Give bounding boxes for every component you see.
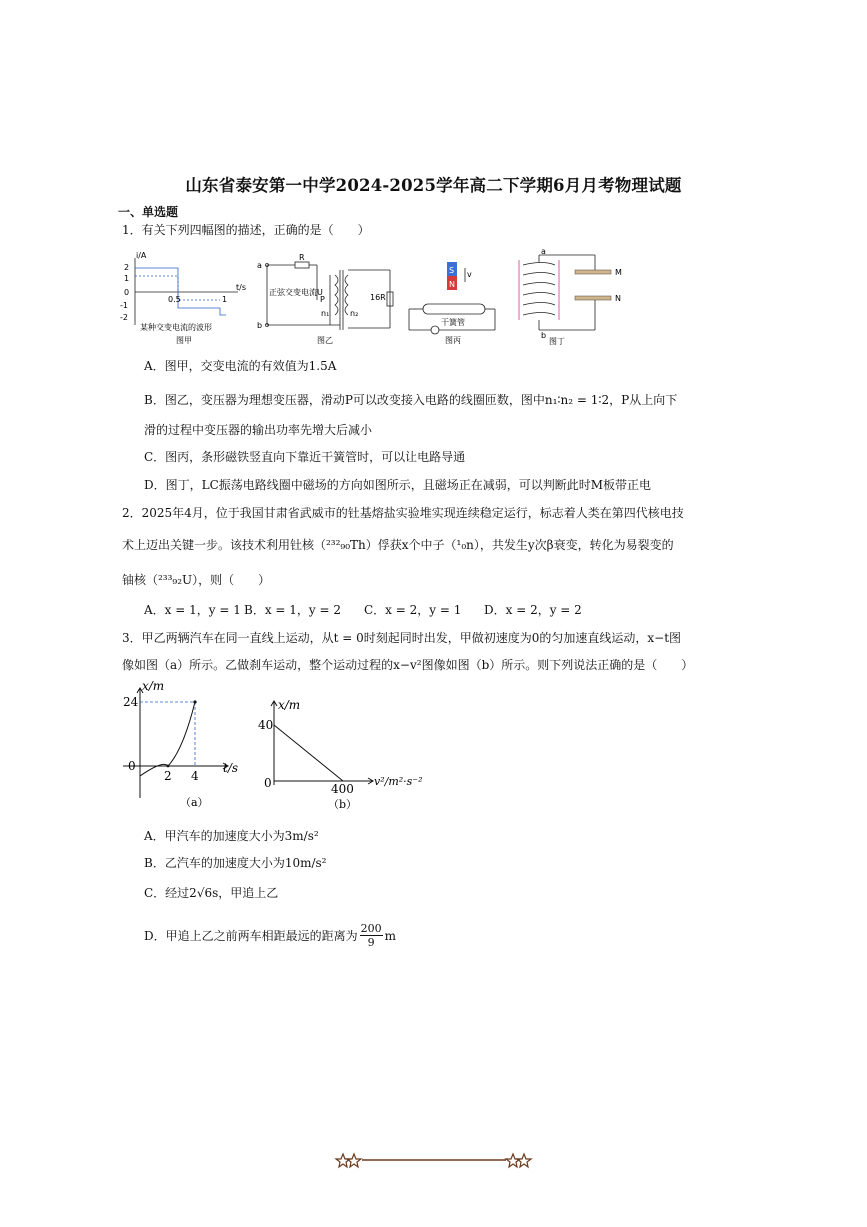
jia-note: 某种交变电流的波形 xyxy=(140,323,212,332)
q3-option-c[interactable]: C．经过2√6s，甲追上乙 xyxy=(144,886,279,900)
svg-text:2: 2 xyxy=(124,263,130,272)
q3-stem-line2: 像如图（a）所示。乙做刹车运动，整个运动过程的x−v²图像如图（b）所示。则下列说法正确的是（ ） xyxy=(122,658,694,672)
yi-caption: 图乙 xyxy=(317,336,333,345)
q1-option-b[interactable]: B．图乙，变压器为理想变压器，滑动P可以改变接入电路的线圈匝数，图中n₁∶n₂ = 1∶2，P从上向下 xyxy=(144,393,678,407)
section-heading: 一、单选题 xyxy=(118,205,179,219)
b-ylabel: x/m xyxy=(278,698,301,712)
svg-text:干簧管: 干簧管 xyxy=(441,318,465,327)
q1-figure-ding xyxy=(505,247,625,346)
page-title: 山东省泰安第一中学2024-2025学年高二下学期6月月考物理试题 xyxy=(185,176,682,195)
q1-figure-bing xyxy=(405,250,500,345)
jia-ylabel: i/A xyxy=(136,251,147,260)
q2-stem-line3: 铀核（²³³₉₂U），则（ ） xyxy=(122,573,271,587)
q1-option-a[interactable]: A．图甲，交变电流的有效值为1.5A xyxy=(144,359,337,373)
q2-option-c[interactable]: C．x = 2，y = 1 xyxy=(364,603,462,617)
svg-text:-2: -2 xyxy=(120,313,128,322)
svg-text:0: 0 xyxy=(264,776,272,790)
svg-text:S: S xyxy=(449,266,455,275)
svg-text:0: 0 xyxy=(124,288,130,297)
fraction-denominator: 9 xyxy=(367,936,375,949)
svg-text:a: a xyxy=(541,247,546,256)
svg-text:n₂: n₂ xyxy=(350,309,359,318)
q3-option-d-text: D．甲追上乙之前两车相距最远的距离为 xyxy=(144,928,358,943)
svg-text:0: 0 xyxy=(128,759,136,773)
svg-text:N: N xyxy=(615,294,621,303)
q1-option-b-cont: 滑的过程中变压器的输出功率先增大后减小 xyxy=(144,423,373,437)
q3-option-b[interactable]: B．乙汽车的加速度大小为10m/s² xyxy=(144,856,327,870)
svg-text:R: R xyxy=(299,253,305,262)
svg-text:400: 400 xyxy=(331,782,354,796)
svg-text:v: v xyxy=(467,270,472,279)
svg-text:24: 24 xyxy=(123,695,139,709)
b-xlabel: v²/m²·s⁻² xyxy=(374,775,423,788)
svg-text:t/s: t/s xyxy=(236,283,246,292)
svg-text:2: 2 xyxy=(164,769,172,783)
q2-option-d[interactable]: D．x = 2，y = 2 xyxy=(484,603,582,617)
ding-caption: 图丁 xyxy=(549,337,565,346)
svg-text:M: M xyxy=(615,268,622,277)
svg-text:N: N xyxy=(449,280,455,289)
footer-decoration xyxy=(0,1150,867,1170)
q2-stem-line1: 2．2025年4月，位于我国甘肃省武威市的钍基熔盐实验堆实现连续稳定运行，标志着人类在第四代核电技 xyxy=(122,506,684,520)
a-caption: （a） xyxy=(180,796,209,809)
q2-option-b[interactable]: B．x = 1，y = 2 xyxy=(244,603,342,617)
q1-figure-yi xyxy=(255,250,400,345)
svg-text:16R: 16R xyxy=(370,293,386,302)
q3-figure-a xyxy=(118,680,248,810)
q2-stem-line2: 术上迈出关键一步。该技术利用钍核（²³²₉₀Th）俘获x个中子（¹₀n），共发生y次β衰变，转化为易裂变的 xyxy=(122,538,674,552)
q3-option-d[interactable] xyxy=(144,922,396,949)
fraction-numerator: 200 xyxy=(360,922,382,935)
q3-stem-line1: 3．甲乙两辆汽车在同一直线上运动，从t = 0时刻起同时出发，甲做初速度为0的匀加速直线运动，x−t图 xyxy=(122,631,682,645)
q3-option-d-fraction xyxy=(360,922,383,949)
q3-option-d-unit: m xyxy=(384,928,397,943)
q3-option-a[interactable]: A．甲汽车的加速度大小为3m/s² xyxy=(144,829,319,843)
svg-text:b: b xyxy=(541,331,547,340)
a-ylabel: x/m xyxy=(142,679,165,693)
bing-caption: 图丙 xyxy=(445,336,461,345)
q1-stem: 1．有关下列四幅图的描述，正确的是（ ） xyxy=(122,223,370,237)
jia-caption: 图甲 xyxy=(176,336,192,345)
svg-text:1: 1 xyxy=(124,274,130,283)
q1-figure-jia xyxy=(118,250,248,345)
svg-text:b: b xyxy=(257,321,263,330)
svg-text:1: 1 xyxy=(222,295,228,304)
q1-option-d[interactable]: D．图丁，LC振荡电路线圈中磁场的方向如图所示，且磁场正在减弱，可以判断此时M板带正电 xyxy=(144,478,652,492)
q3-figure-b xyxy=(258,695,428,815)
svg-text:4: 4 xyxy=(191,769,199,783)
svg-text:P: P xyxy=(320,295,325,304)
a-xlabel: t/s xyxy=(223,761,239,775)
svg-text:40: 40 xyxy=(258,718,274,732)
b-caption: （b） xyxy=(328,798,358,811)
svg-text:n₁: n₁ xyxy=(321,309,330,318)
svg-text:a: a xyxy=(257,261,262,270)
q1-option-c[interactable]: C．图丙，条形磁铁竖直向下靠近干簧管时，可以让电路导通 xyxy=(144,450,466,464)
svg-text:0.5: 0.5 xyxy=(168,295,181,304)
q2-option-a[interactable]: A．x = 1，y = 1 xyxy=(144,603,241,617)
yi-input-label: 正弦交变电流U xyxy=(269,288,323,297)
svg-text:-1: -1 xyxy=(120,301,128,310)
